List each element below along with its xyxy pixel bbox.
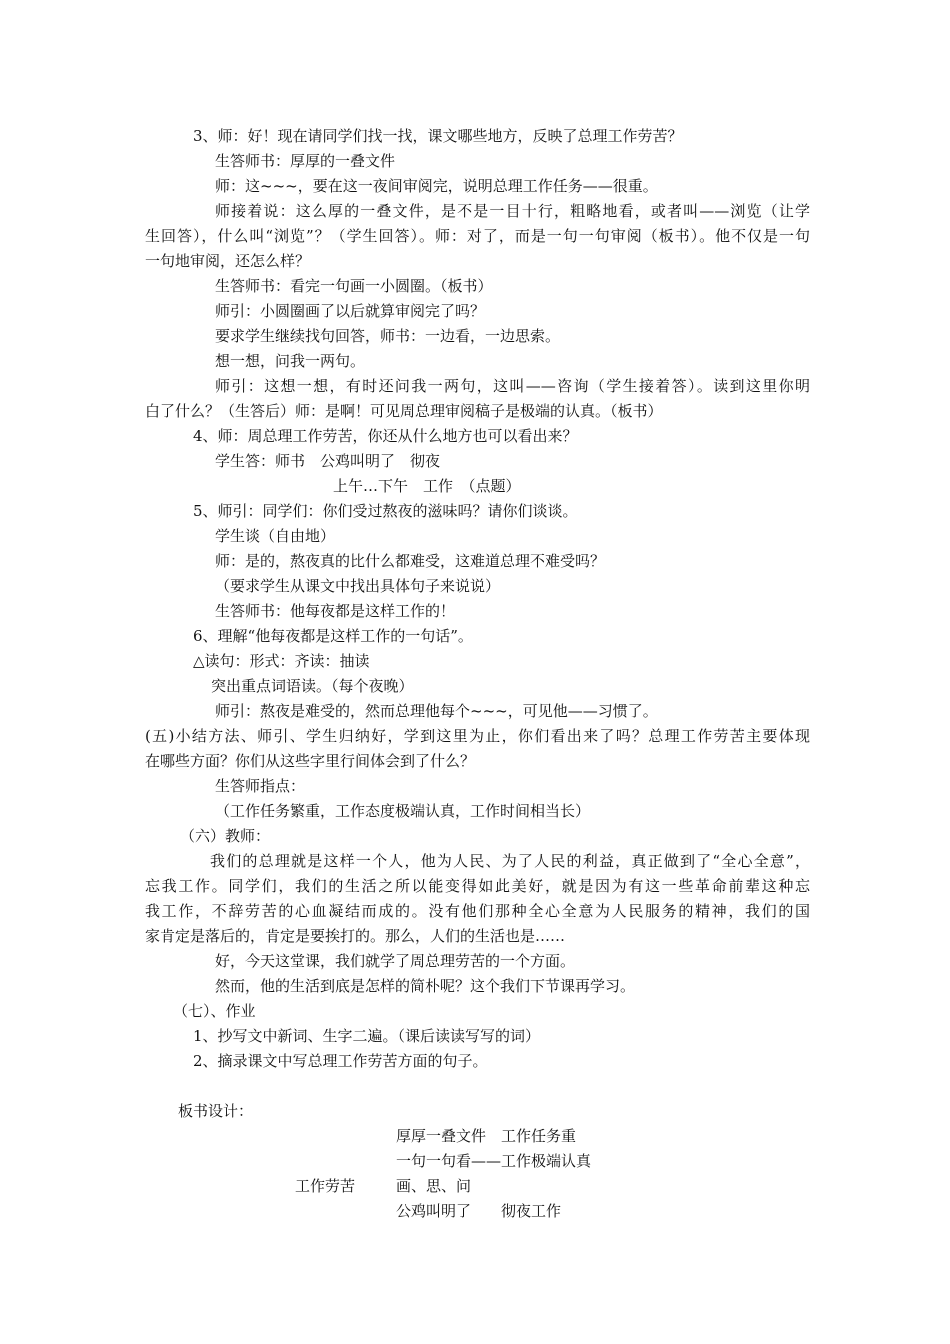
paragraph-line: 突出重点词语读。（每个夜晚） xyxy=(211,677,414,695)
paragraph-line: 生答师书：厚厚的一叠文件 xyxy=(215,152,396,170)
paragraph-line: 师引：熬夜是难受的，然而总理他每个~~~，可见他——习惯了。 xyxy=(215,702,658,720)
paragraph-line: （要求学生从课文中找出具体句子来说说） xyxy=(215,577,501,595)
paragraph-line: 好，今天这堂课，我们就学了周总理劳苦的一个方面。 xyxy=(215,952,576,970)
board-row: 公鸡叫明了 彻夜工作 xyxy=(396,1202,562,1220)
board-row: 厚厚一叠文件 工作任务重 xyxy=(396,1127,577,1145)
paragraph-line: 要求学生继续找句回答，师书：一边看，一边思索。 xyxy=(215,327,561,345)
board-row: 一句一句看——工作极端认真 xyxy=(396,1152,592,1170)
paragraph-line: 学生答：师书 公鸡叫明了 彻夜 xyxy=(215,452,441,470)
paragraph-line: （七）、作业 xyxy=(173,1002,256,1020)
paragraph-line: 一句地审阅，还怎么样？ xyxy=(145,252,311,270)
paragraph-line: （工作任务繁重，工作态度极端认真，工作时间相当长） xyxy=(215,802,591,820)
paragraph-line: 3、师：好！现在请同学们找一找，课文哪些地方，反映了总理工作劳苦？ xyxy=(193,127,683,145)
board-heading: 板书设计： xyxy=(178,1102,254,1120)
paragraph-line: 师引：小圆圈画了以后就算审阅完了吗？ xyxy=(215,302,486,320)
paragraph-line: 1、抄写文中新词、生字二遍。（课后读读写写的词） xyxy=(193,1027,541,1045)
paragraph-line: 生答师书：他每夜都是这样工作的！ xyxy=(215,602,456,620)
paragraph-line: 然而，他的生活到底是怎样的简朴呢？这个我们下节课再学习。 xyxy=(215,977,636,995)
paragraph-line: (五)小结方法、师引、学生归纳好，学到这里为止，你们看出来了吗？总理工作劳苦主要体现 xyxy=(145,727,810,745)
paragraph-line: 师接着说：这么厚的一叠文件，是不是一目十行，粗略地看，或者叫——浏览（让学 xyxy=(215,202,810,220)
paragraph-line: 5、师引：同学们：你们受过熬夜的滋味吗？请你们谈谈。 xyxy=(193,502,578,520)
paragraph-line: 师：这~~~，要在这一夜间审阅完，说明总理工作任务——很重。 xyxy=(215,177,658,195)
board-row: 画、思、问 xyxy=(396,1177,472,1195)
board-label: 工作劳苦 xyxy=(295,1177,356,1195)
paragraph-line: 在哪些方面？你们从这些字里行间体会到了什么？ xyxy=(145,752,476,770)
paragraph-line: 生答师指点： xyxy=(215,777,306,795)
paragraph-line: 家肯定是落后的，肯定是要挨打的。那么，人们的生活也是…… xyxy=(145,927,566,945)
paragraph-line: 我们的总理就是这样一个人，他为人民、为了人民的利益，真正做到了“全心全意”， xyxy=(210,852,810,870)
paragraph-line: 上午…下午 工作 （点题） xyxy=(333,477,521,495)
paragraph-line: 白了什么？（生答后）师：是啊！可见周总理审阅稿子是极端的认真。（板书） xyxy=(145,402,663,420)
paragraph-line: 师：是的，熬夜真的比什么都难受，这难道总理不难受吗？ xyxy=(215,552,606,570)
paragraph-line: 想一想，问我一两句。 xyxy=(215,352,366,370)
paragraph-line: 4、师：周总理工作劳苦，你还从什么地方也可以看出来？ xyxy=(193,427,578,445)
paragraph-line: 我工作，不辞劳苦的心血凝结而成的。没有他们那种全心全意为人民服务的精神，我们的国 xyxy=(145,902,810,920)
paragraph-line: △读句：形式：齐读：抽读 xyxy=(193,652,370,670)
paragraph-line: 生回答），什么叫“浏览”？（学生回答）。师：对了，而是一句一句审阅（板书）。他不仅是一句 xyxy=(145,227,810,245)
paragraph-line: 生答师书：看完一句画一小圆圈。（板书） xyxy=(215,277,493,295)
paragraph-line: 6、理解“他每夜都是这样工作的一句话”。 xyxy=(193,627,473,645)
paragraph-line: 忘我工作。同学们，我们的生活之所以能变得如此美好，就是因为有这一些革命前辈这种忘 xyxy=(145,877,810,895)
paragraph-line: 师引：这想一想，有时还问我一两句，这叫——咨询（学生接着答）。读到这里你明 xyxy=(215,377,810,395)
paragraph-line: （六）教师： xyxy=(180,827,271,845)
paragraph-line: 学生谈（自由地） xyxy=(215,527,336,545)
paragraph-line: 2、摘录课文中写总理工作劳苦方面的句子。 xyxy=(193,1052,488,1070)
